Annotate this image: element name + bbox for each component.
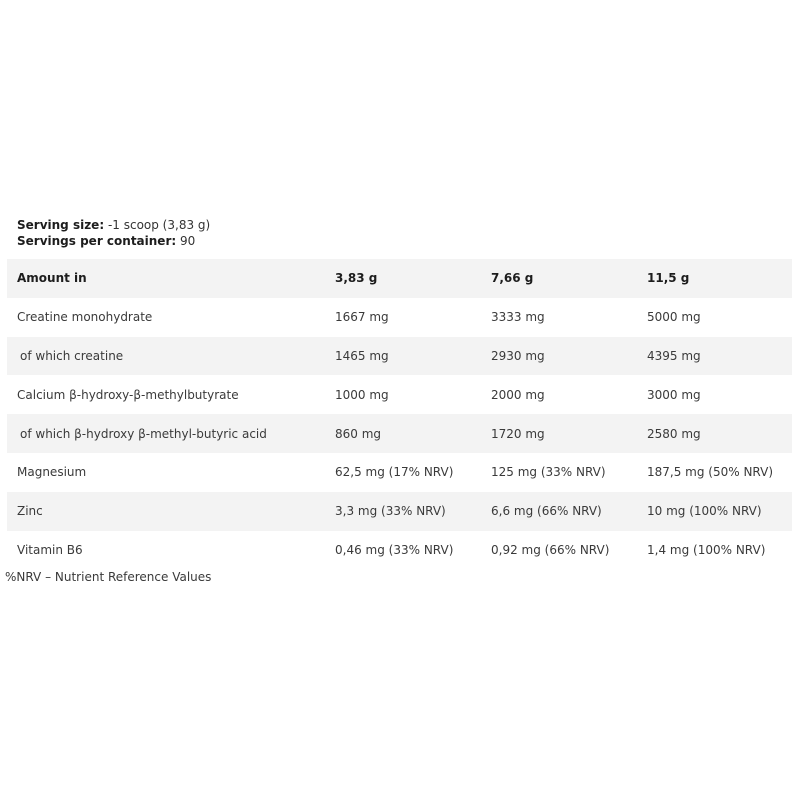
row-value: 62,5 mg (17% NRV): [335, 465, 454, 480]
row-value: 3000 mg: [647, 387, 701, 402]
row-label: of which creatine: [7, 337, 325, 376]
header-dose-2: 7,66 g: [481, 259, 637, 298]
row-value: 2000 mg: [491, 387, 545, 402]
table-row: [7, 453, 792, 492]
row-value: 1465 mg: [325, 337, 481, 376]
serving-info: [17, 217, 210, 249]
row-value: 2930 mg: [481, 337, 637, 376]
row-value: 10 mg (100% NRV): [637, 492, 792, 531]
header-dose-3: 11,5 g: [637, 259, 792, 298]
footnote: %NRV – Nutrient Reference Values: [5, 570, 212, 584]
servings-per-container-value: 90: [176, 234, 196, 248]
serving-size-value: -1 scoop (3,83 g): [104, 218, 211, 232]
row-value: 6,6 mg (66% NRV): [481, 492, 637, 531]
row-label: Vitamin B6: [17, 542, 83, 557]
table-row: [7, 337, 792, 376]
row-value: 0,46 mg (33% NRV): [335, 542, 454, 557]
servings-per-container-label: Servings per container:: [17, 234, 177, 248]
table-header-row: [7, 259, 792, 298]
table-row: [7, 492, 792, 531]
row-value: 1667 mg: [335, 310, 389, 325]
row-label: of which β-hydroxy β-methyl-butyric acid: [7, 414, 325, 453]
servings-per-container-line: [17, 233, 210, 249]
row-value: 1,4 mg (100% NRV): [647, 542, 766, 557]
row-value: 187,5 mg (50% NRV): [647, 465, 774, 480]
row-value: 1000 mg: [335, 387, 389, 402]
header-amount-in: Amount in: [7, 259, 325, 298]
row-value: 2580 mg: [637, 414, 792, 453]
row-value: 1720 mg: [481, 414, 637, 453]
row-value: 5000 mg: [647, 310, 701, 325]
row-value: 3,3 mg (33% NRV): [325, 492, 481, 531]
serving-size-label: Serving size:: [17, 218, 105, 232]
row-label: Zinc: [7, 492, 325, 531]
row-value: 3333 mg: [491, 310, 545, 325]
header-dose-1: 3,83 g: [325, 259, 481, 298]
row-label: Creatine monohydrate: [17, 310, 153, 325]
table-row: [7, 531, 792, 570]
row-label: Calcium β-hydroxy-β-methylbutyrate: [17, 387, 239, 402]
row-value: 860 mg: [325, 414, 481, 453]
table-row: [7, 414, 792, 453]
row-value: 125 mg (33% NRV): [491, 465, 606, 480]
row-value: 0,92 mg (66% NRV): [491, 542, 610, 557]
nutrition-table: [7, 259, 792, 569]
serving-size-line: [17, 217, 210, 233]
row-value: 4395 mg: [637, 337, 792, 376]
table-row: [7, 375, 792, 414]
row-label: Magnesium: [17, 465, 87, 480]
table-row: [7, 298, 792, 337]
